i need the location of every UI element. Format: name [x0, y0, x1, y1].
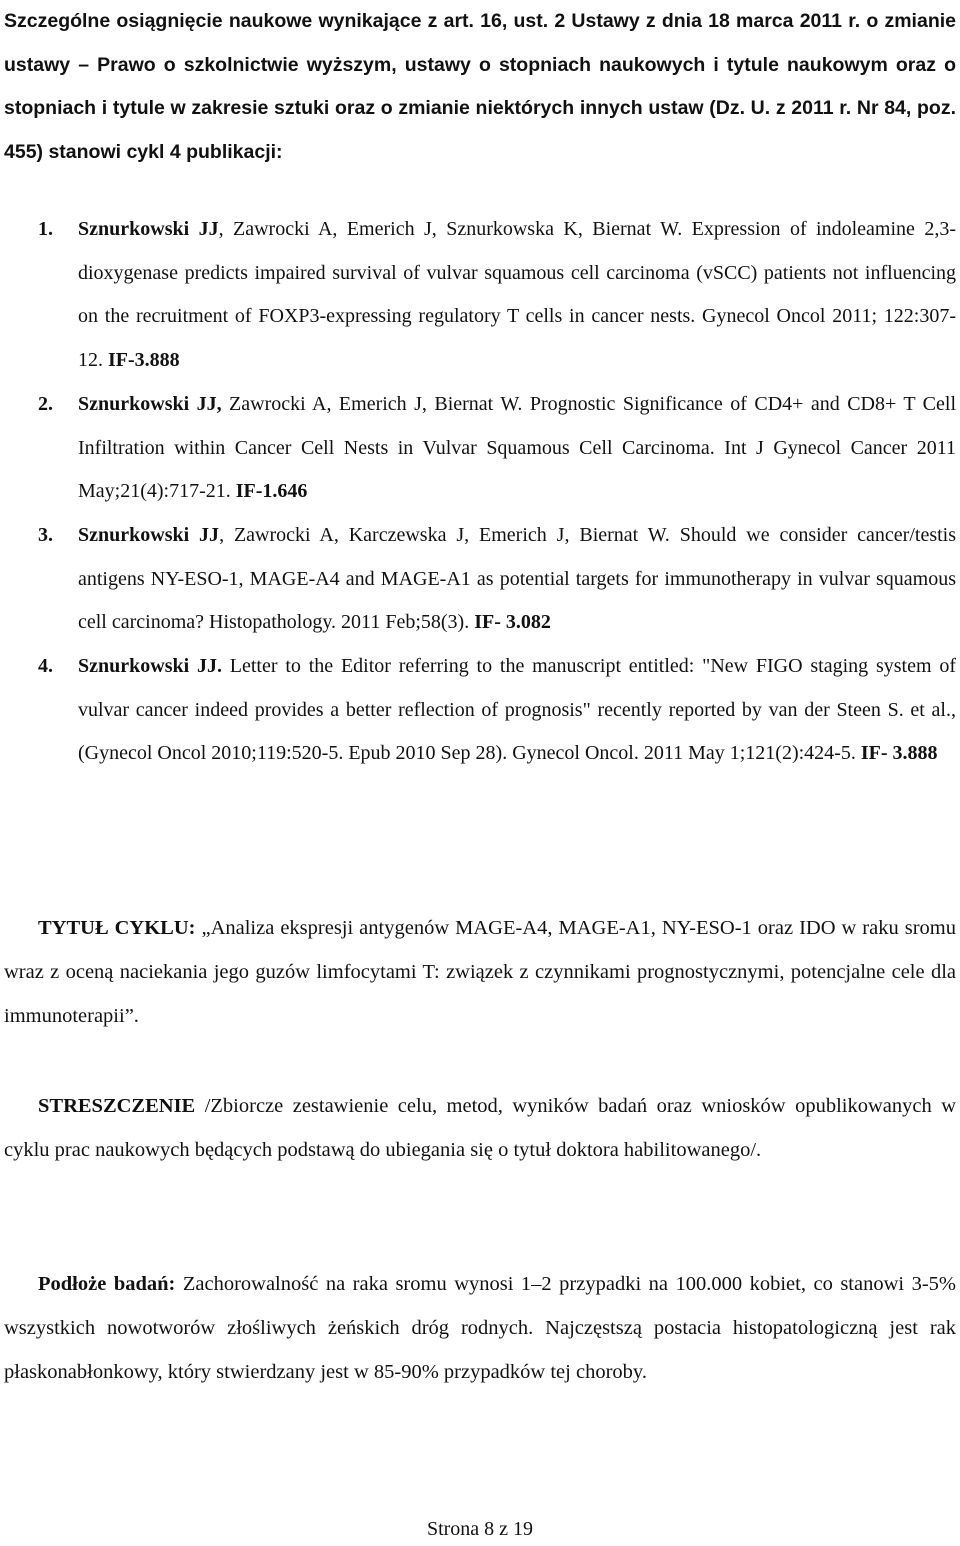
- publication-item-3: [4, 514, 956, 645]
- cycle-title-section: [4, 906, 956, 1038]
- publication-item-2: [4, 383, 956, 514]
- publication-citation: Expression of indoleamine 2,3-dioxygenase predicts impaired survival of vulvar squamous cell carcinoma (vSCC) patients not influencing on the recruitment of FOXP3-expressing regulatory T cells in cancer nests. Gynecol Oncol 2011; 122:307-12.: [78, 218, 956, 372]
- publication-number: 2.: [38, 392, 53, 415]
- research-basis-label: Podłoże badań:: [38, 1273, 176, 1295]
- publication-author-bold: Sznurkowski JJ: [78, 523, 220, 546]
- publication-citation: Prognostic Significance of CD4+ and CD8+ T Cell Infiltration within Cancer Cell Nests in Vulvar Squamous Cell Carcinoma. Int J Gynecol Cancer 2011 May;21(4):717-21.: [78, 392, 956, 503]
- publication-impact-factor: IF-3.888: [108, 349, 180, 372]
- research-basis-paragraph: [4, 1262, 956, 1394]
- summary-paragraph: [4, 1084, 956, 1172]
- publication-impact-factor: IF-1.646: [235, 480, 308, 503]
- publication-citation: Should we consider cancer/testis antigens NY-ESO-1, MAGE-A4 and MAGE-A1 as potential targets for immunotherapy in vulvar squamous cell carcinoma? Histopathology. 2011 Feb;58(3).: [78, 523, 957, 634]
- summary-section: [4, 1084, 956, 1172]
- publication-number: 4.: [38, 655, 53, 678]
- publication-authors: , Zawrocki A, Emerich J, Sznurkowska K, Biernat W.: [218, 218, 692, 240]
- publication-list: [4, 208, 956, 776]
- publication-number: 1.: [38, 218, 53, 240]
- publication-author-bold: Sznurkowski JJ.: [78, 655, 222, 678]
- cycle-title-paragraph: [4, 906, 956, 1038]
- summary-text: /Zbiorcze zestawienie celu, metod, wyników badań oraz wniosków opublikowanych w cyklu prac naukowych będących podstawą do ubiegania się o tytuł doktora habilitowanego/.: [4, 1095, 956, 1161]
- publication-authors: [222, 655, 230, 677]
- page-number-footer: Strona 8 z 19: [426, 1518, 534, 1540]
- publication-citation: Letter to the Editor referring to the manuscript entitled: "New FIGO staging system of vulvar cancer indeed provides a better reflection of prognosis" recently reported by van der Steen S. et al., (Gynecol Oncol 2010;119:520-5. Epub 2010 Sep 28). Gynecol Oncol. 2011 May 1;121(2):424-5.: [78, 655, 956, 765]
- publication-author-bold: Sznurkowski JJ: [78, 218, 219, 240]
- cycle-title-text: „Analiza ekspresji antygenów MAGE-A4, MAGE-A1, NY-ESO-1 oraz IDO w raku sromu wraz z oceną naciekania jego guzów limfocytami T: związek z czynnikami prognostycznymi, potencjalne cele dla immunoterapii”.: [4, 917, 956, 1027]
- publication-authors: , Zawrocki A, Karczewska J, Emerich J, Biernat W.: [219, 523, 680, 546]
- publication-authors: Zawrocki A, Emerich J, Biernat W.: [221, 392, 530, 415]
- cycle-title-label: TYTUŁ CYKLU:: [38, 917, 196, 939]
- publication-author-bold: Sznurkowski JJ,: [78, 392, 222, 415]
- publication-item-4: [4, 645, 956, 776]
- publication-item-1: [4, 208, 956, 383]
- research-basis-text: Zachorowalność na raka sromu wynosi 1–2 przypadki na 100.000 kobiet, co stanowi 3-5% wszystkich nowotworów złośliwych żeńskich dróg rodnych. Najczęstszą postacia histopatologiczną jest rak płaskonabłonkowy, który stwierdzany jest w 85-90% przypadków tej choroby.: [4, 1273, 956, 1383]
- intro-paragraph: Szczególne osiągnięcie naukowe wynikające z art. 16, ust. 2 Ustawy z dnia 18 marca 2011 r. o zmianie ustawy – Prawo o szkolnictwie wyższym, ustawy o stopniach naukowych i tytule naukowym oraz o stopniach i tytule w zakresie sztuki oraz o zmianie niektórych innych ustaw (Dz. U. z 2011 r. Nr 84, poz. 455) stanowi cykl 4 publikacji:: [4, 10, 956, 163]
- research-basis-section: [4, 1262, 956, 1394]
- publication-impact-factor: IF- 3.888: [860, 742, 938, 765]
- publication-number: 3.: [38, 523, 53, 546]
- summary-label: STRESZCZENIE: [38, 1095, 196, 1117]
- publication-impact-factor: IF- 3.082: [474, 611, 551, 634]
